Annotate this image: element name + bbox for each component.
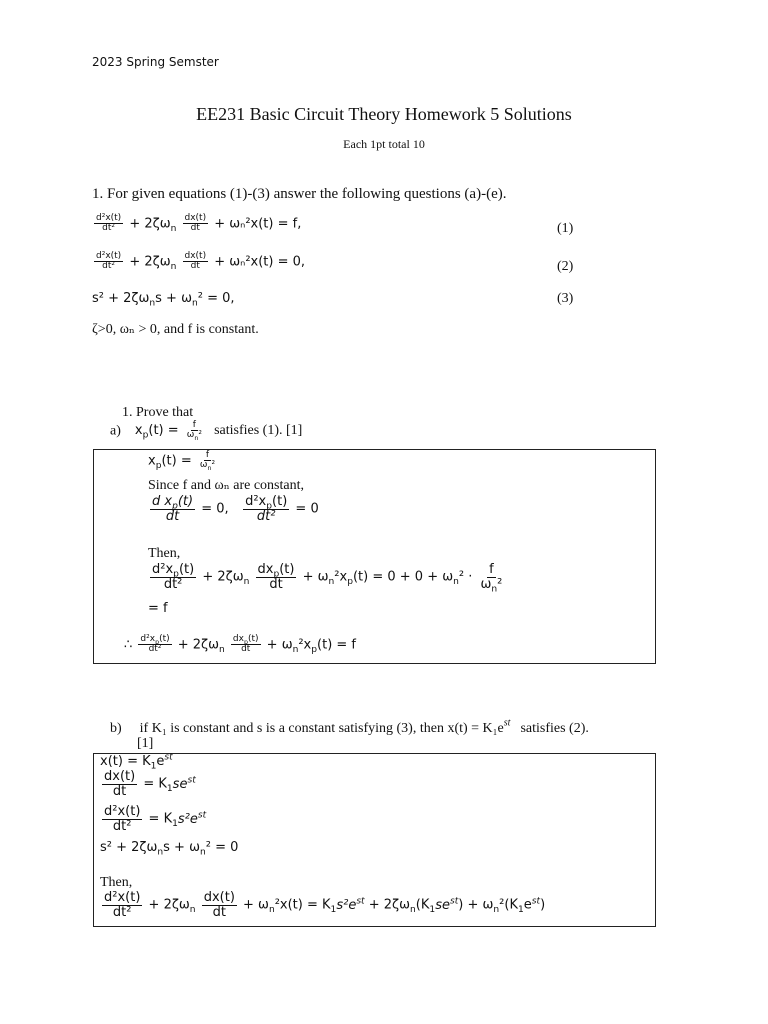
equation-1-tail: + ωₙ²x(t) = f, — [214, 216, 302, 232]
part-a-label: a) — [110, 423, 121, 439]
equation-1: $\frac{\text{d²x(t)}}{\text{dt²}}$ + $2\zeta\omega_n$ $\frac{dx(t)}{dt}$ + ωₙ²x(t) = f, — [96, 213, 302, 235]
part-1-label: 1. Prove that — [122, 405, 194, 420]
equation-3: $s^2 + 2\zeta\omega_ns + \omega_n^2 = 0$, — [92, 291, 235, 309]
equation-3-number: (3) — [557, 291, 574, 306]
part-b-text: if K₁ is constant and s is a constant satisfying (3), then x(t) = K₁e — [139, 721, 504, 736]
part-b-tail: satisfies (2). — [520, 721, 589, 736]
solution-b-then: Then, — [100, 875, 133, 890]
part-b-points: [1] — [137, 736, 154, 751]
solution-a-since: Since f and ωₙ are constant, — [148, 478, 304, 493]
part-b-label: b) — [110, 721, 122, 736]
page-title: EE231 Basic Circuit Theory Homework 5 Solutions — [196, 104, 572, 124]
page-subtitle: Each 1pt total 10 — [343, 137, 425, 151]
part-a-line: a) $x_p(t)$ = $\frac{f}{\omega_n^2}$ satisfies (1). [1] — [110, 420, 303, 443]
equation-1-number: (1) — [557, 221, 574, 236]
equation-2-number: (2) — [557, 259, 574, 274]
equation-2: $\frac{\text{d²x(t)}}{\text{dt²}}$ + $2\zeta\omega_n$ $\frac{dx(t)}{dt}$ + ωₙ²x(t) = 0, — [96, 251, 306, 273]
solution-b-first-derivative: $\frac{dx(t)}{dt}$ = $K_1se^{st}$ — [104, 769, 196, 799]
solution-a-main-equation: $\frac{d^2x_p(t)}{\text{dt²}}$ + $2\zeta\omega_n$ $\frac{dx_p(t)}{dt}$ + $\omega_n^2x_p(t) = 0 + 0 + \omega_n^2$ · $\frac{f}{\omega_n^2}$ — [152, 562, 503, 595]
solution-a-derivatives: $\frac{d x_p(t)}{dt}$ = 0, $\frac{d^2x_p(t)}{\text{dt²}}$ = 0 — [152, 494, 319, 524]
part-b-line: b) if K₁ is constant and s is a constant satisfying (3), then $x(t) = K_1e^{st}$ satisfies (2). — [110, 717, 589, 736]
solution-b-x: $x(t) = K_1e^{st}$ — [100, 752, 173, 772]
problem-intro: 1. For given equations (1)-(3) answer the following questions (a)-(e). — [92, 186, 507, 202]
solution-b-second-derivative: $\frac{\text{d²x(t)}}{\text{dt²}}$ = $K_1s^2e^{st}$ — [104, 804, 207, 834]
solution-a-then: Then, — [148, 546, 181, 561]
conditions-text: ζ>0, ωₙ > 0, and f is constant. — [92, 322, 259, 337]
solution-a-conclusion: ∴ $\frac{d^2x_p(t)}{\text{dt²}}$ + $2\zeta\omega_n$ $\frac{dx_p(t)}{dt}$ + $\omega_n^2x_p(t) = f$ — [124, 634, 357, 656]
solution-b-characteristic: $s^2 + 2\zeta\omega_ns + \omega_n^2 = 0$ — [100, 840, 239, 858]
solution-a-equals-f: = f — [148, 601, 168, 616]
solution-b-main-equation: $\frac{\text{d²x(t)}}{\text{dt²}}$ + $2\zeta\omega_n$ $\frac{dx(t)}{dt}$ + $\omega_n^2x(t) = K_1s^2e^{st} + 2\zeta\omega_n(K_1se^{st}) + \omega_n^2(K_1e^{st})$ — [104, 890, 546, 920]
solution-a-xp: $x_p(t)$ = $\frac{f}{\omega_n^2}$ — [148, 450, 216, 473]
part-a-tail: satisfies (1). [1] — [214, 423, 303, 439]
semester-header: 2023 Spring Semster — [92, 55, 219, 69]
equation-2-tail: + ωₙ²x(t) = 0, — [214, 254, 306, 270]
